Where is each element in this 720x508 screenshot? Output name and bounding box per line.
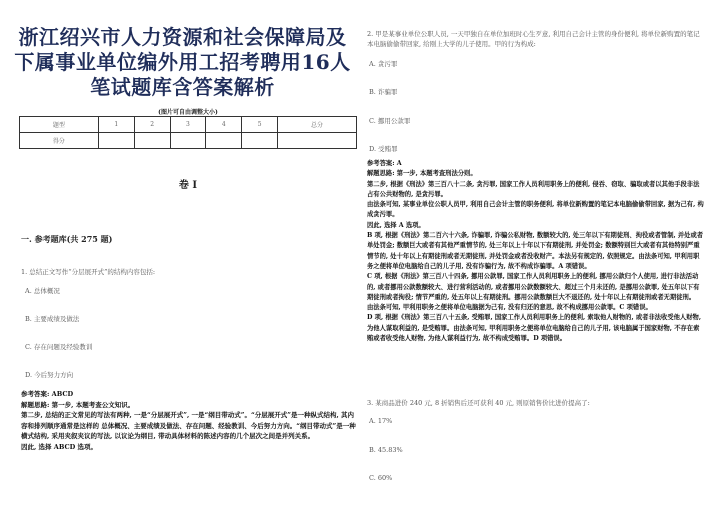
header-cell: 2 — [134, 117, 170, 133]
explanation-line: D 项, 根据《刑法》第三百八十五条, 受贿罪, 国家工作人员利用职务上的便利, 索取他人财物的, 或者非法收受他人财物, 为他人谋取利益的, 是受贿罪。由法条可知, 甲利用职务之便将单位电脑给自己的儿子用, 该电脑属于国家财物, 不存在索贿或者收受他人财物, 为他人谋利益行为, 故不构成受贿罪。D 项错误。 — [367, 314, 702, 343]
explanation-line: 解题思路: 第一步, 本题考查公文知识。 — [21, 400, 135, 409]
explanation-line: 第二步, 总结的正文常见的写法有两种, 一是“分层展开式”, 一是“纲目带动式”。“分层展开式”是一种纵式结构, 其内容和排列顺序通常是这样的 总体概况、主要成绩及做法、存在问题、经验教训、今后努力方向。“纲目带动式”是一种横式结构, 采用夹叙夹议的写法, 以议论为纲目, 带动具体材料的陈述内容的几个层次之间是并列关系。 — [21, 411, 356, 440]
question-3-option-b: B. 45.83% — [369, 446, 403, 454]
section-heading: 一. 参考题库(共 275 题) — [21, 234, 113, 244]
question-1-stem: 1. 总结正文写作“分层展开式”的结构内容包括: — [21, 268, 156, 276]
explanation-line: B 项, 根据《刑法》第二百六十六条, 诈骗罪, 诈骗公私财物, 数额较大的, 处三年以下有期徒刑、拘役或者管制, 并处或者单处罚金; 数额巨大或者有其他严重情节的, 处三年以上十年以下有期徒刑, 并处罚金; 数额特别巨大或者有其他特别严重情节的, 处十年以上有期徒刑或者无期徒刑, 并处罚金或者没收财产。本法另有规定的, 依照规定。由法条可知, 甲利用职务之便将单位电脑给自己的儿子用, 没有诈骗行为, 故不构成诈骗罪。A 项错误。 — [367, 232, 704, 270]
question-3-option-a: A. 17% — [369, 417, 393, 425]
score-cell — [242, 133, 278, 149]
question-1-answer-block — [21, 389, 357, 452]
document-title: 浙江绍兴市人力资源和社会保障局及下属事业单位编外用工招考聘用16人笔试题库含答案解析 — [14, 25, 351, 99]
score-cell — [170, 133, 206, 149]
answer: 参考答案: A — [367, 160, 402, 167]
explanation-line: 第二步, 根据《刑法》第三百八十二条, 贪污罪, 国家工作人员利用职务上的便利, 侵吞、窃取、骗取或者以其他手段非法占有公共财物的, 是贪污罪。 — [367, 180, 700, 198]
volume-heading: 卷 I — [178, 180, 198, 191]
header-cell: 总分 — [278, 117, 357, 133]
question-3-stem: 3. 某商品进价 240 元, 8 折销售后还可获利 40 元, 则原销售价比进价提高了: — [367, 399, 590, 407]
header-cell: 5 — [242, 117, 278, 133]
question-1-option-b: B. 主要成绩及做法 — [25, 315, 80, 323]
score-cell — [278, 133, 357, 149]
header-cell: 1 — [98, 117, 134, 133]
question-2-option-a: A. 贪污罪 — [369, 60, 398, 68]
explanation-line: 因此, 选择 A 选项。 — [367, 221, 425, 229]
explanation-line: 由法条可知, 某事业单位公职人员甲, 利用自己会计主管的职务便利, 将单位新购置的笔记本电脑偷偷带回家, 据为己有, 构成贪污罪。 — [367, 201, 704, 219]
question-2-option-c: C. 挪用公款罪 — [369, 117, 411, 125]
question-3-option-c: C. 60% — [369, 474, 393, 482]
question-2-answer-block — [367, 159, 704, 344]
explanation-line: 因此, 选择 ABCD 选项。 — [21, 442, 98, 451]
question-2-option-b: B. 诈骗罪 — [369, 88, 398, 96]
image-note: (图片可自由调整大小) — [158, 109, 218, 116]
score-row — [20, 133, 357, 149]
question-1-option-c: C. 存在问题及经验教训 — [25, 343, 93, 351]
question-2-option-d: D. 受贿罪 — [369, 145, 398, 153]
score-table — [19, 116, 357, 149]
explanation-line: 解题思路: 第一步, 本题考查刑法分则。 — [367, 170, 477, 178]
row-label: 得分 — [20, 133, 99, 149]
score-cell — [134, 133, 170, 149]
question-1-option-d: D. 今后努力方向 — [25, 371, 74, 379]
score-cell — [206, 133, 242, 149]
score-cell — [98, 133, 134, 149]
header-cell: 3 — [170, 117, 206, 133]
answer: 参考答案: ABCD — [21, 390, 74, 398]
explanation-line: C 项, 根据《刑法》第三百八十四条, 挪用公款罪, 国家工作人员利用职务上的便利, 挪用公款归个人使用, 进行非法活动的, 或者挪用公款数额较大、进行营利活动的, 或者挪用公款数额较大、超过三个月未还的, 是挪用公款罪, 处五年以下有期徒刑或者拘役; 情节严重的, 处五年以上有期徒刑。挪用公款数额巨大不退还的, 处十年以上有期徒刑或者无期徒刑。 — [367, 273, 700, 301]
header-cell: 4 — [206, 117, 242, 133]
question-1-option-a: A. 总体概况 — [25, 287, 60, 295]
score-table-header — [20, 117, 357, 133]
header-cell: 题型 — [20, 117, 99, 133]
question-2-stem: 2. 甲是某事业单位公职人员, 一天甲独自在单位加班时心生歹意, 利用自己会计主管的身份便利, 将单位新购置的笔记本电脑偷偷带回家, 给刚上大学的儿子使用。甲的行为构成: — [367, 30, 700, 48]
explanation-line: 由法条可知, 甲利用职务之便将单位电脑据为己有, 没有归还的意思, 故不构成挪用公款罪。C 项错误。 — [367, 304, 652, 312]
